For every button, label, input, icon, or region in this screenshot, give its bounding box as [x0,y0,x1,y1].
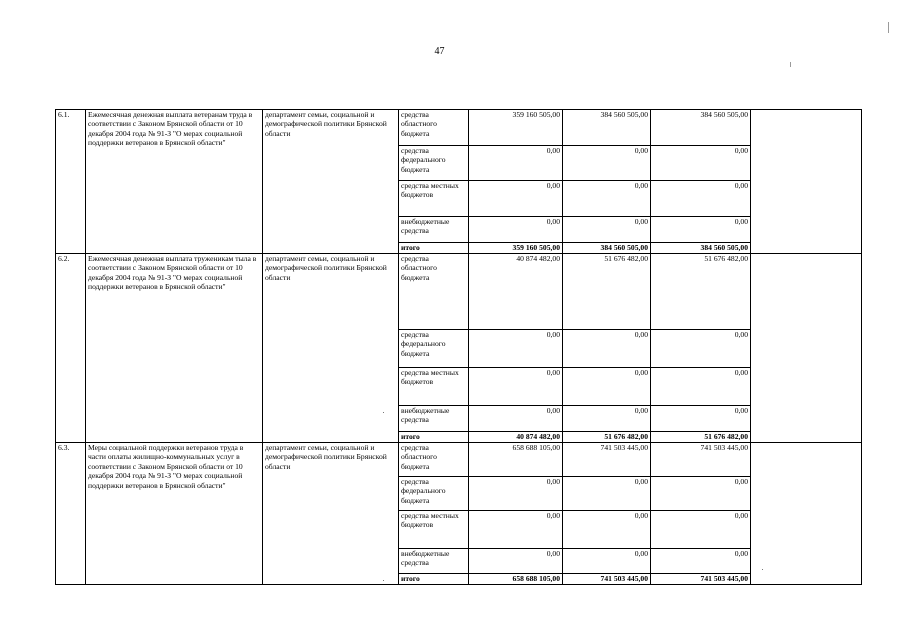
value-year-3: 741 503 445,00 [651,443,751,477]
page-number: 47 [434,46,445,57]
value-year-1: 0,00 [469,217,563,243]
source-label: средства местных бюджетов [399,511,469,549]
value-year-2: 0,00 [563,330,651,368]
source-label: внебюджетные средства [399,217,469,243]
value-year-2: 0,00 [563,406,651,432]
empty-cell [751,254,862,443]
value-year-3: 0,00 [651,217,751,243]
source-label: средства местных бюджетов [399,181,469,217]
total-year-1: 40 874 482,00 [469,432,563,443]
value-year-2: 0,00 [563,368,651,406]
table-row [56,254,862,330]
value-year-2: 741 503 445,00 [563,443,651,477]
value-year-1: 0,00 [469,368,563,406]
total-year-3: 384 560 505,00 [651,243,751,254]
value-year-2: 51 676 482,00 [563,254,651,330]
value-year-1: 359 160 505,00 [469,110,563,146]
value-year-1: 0,00 [469,406,563,432]
table-row [56,110,862,146]
value-year-1: 0,00 [469,330,563,368]
value-year-1: 0,00 [469,511,563,549]
total-year-2: 384 560 505,00 [563,243,651,254]
value-year-2: 0,00 [563,549,651,574]
value-year-3: 0,00 [651,511,751,549]
value-year-1: 0,00 [469,477,563,511]
value-year-2: 0,00 [563,146,651,181]
measure-description: Меры социальной поддержки ветеранов труда в части оплаты жилищно-коммунальных услуг в соответствии с Законом Брянской области от 10 декабря 2004 года № 91-З "О мерах социальной поддержки ветеранов в Брянской области" [86,443,263,585]
scan-mark [888,22,889,33]
source-label: итого [399,243,469,254]
source-label: средства федерального бюджета [399,477,469,511]
measure-description: Ежемесячная денежная выплата труженикам тыла в соответствии с Законом Брянской области от 10 декабря 2004 года № 91-З "О мерах социальной поддержки ветеранов в Брянской области" [86,254,263,443]
total-year-1: 658 688 105,00 [469,574,563,585]
value-year-2: 0,00 [563,511,651,549]
value-year-1: 0,00 [469,146,563,181]
row-number: 6.2. [56,254,86,443]
source-label: средства федерального бюджета [399,146,469,181]
executor-cell: департамент семьи, социальной и демографической политики Брянской области [263,110,399,254]
table-row [56,443,862,477]
value-year-3: 0,00 [651,549,751,574]
value-year-3: 0,00 [651,181,751,217]
total-year-2: 741 503 445,00 [563,574,651,585]
empty-cell [751,110,862,254]
scan-mark [790,62,791,67]
value-year-2: 0,00 [563,217,651,243]
total-year-3: 741 503 445,00 [651,574,751,585]
value-year-3: 384 560 505,00 [651,110,751,146]
executor-cell: департамент семьи, социальной и демографической политики Брянской области [263,254,399,443]
source-label: средства областного бюджета [399,110,469,146]
value-year-1: 40 874 482,00 [469,254,563,330]
empty-cell [751,443,862,585]
executor-cell: департамент семьи, социальной и демографической политики Брянской области [263,443,399,585]
source-label: итого [399,574,469,585]
value-year-1: 0,00 [469,549,563,574]
value-year-3: 0,00 [651,330,751,368]
value-year-2: 0,00 [563,181,651,217]
value-year-2: 384 560 505,00 [563,110,651,146]
row-number: 6.1. [56,110,86,254]
budget-table [55,109,862,585]
value-year-1: 658 688 105,00 [469,443,563,477]
value-year-3: 0,00 [651,368,751,406]
value-year-3: 0,00 [651,146,751,181]
value-year-1: 0,00 [469,181,563,217]
row-number: 6.3. [56,443,86,585]
source-label: итого [399,432,469,443]
value-year-3: 51 676 482,00 [651,254,751,330]
source-label: средства областного бюджета [399,443,469,477]
total-year-3: 51 676 482,00 [651,432,751,443]
value-year-3: 0,00 [651,406,751,432]
value-year-3: 0,00 [651,477,751,511]
total-year-2: 51 676 482,00 [563,432,651,443]
source-label: средства местных бюджетов [399,368,469,406]
measure-description: Ежемесячная денежная выплата ветеранам труда в соответствии с Законом Брянской области от 10 декабря 2004 года № 91-З "О мерах социальной поддержки ветеранов в Брянской области" [86,110,263,254]
source-label: внебюджетные средства [399,406,469,432]
value-year-2: 0,00 [563,477,651,511]
source-label: внебюджетные средства [399,549,469,574]
total-year-1: 359 160 505,00 [469,243,563,254]
source-label: средства областного бюджета [399,254,469,330]
source-label: средства федерального бюджета [399,330,469,368]
